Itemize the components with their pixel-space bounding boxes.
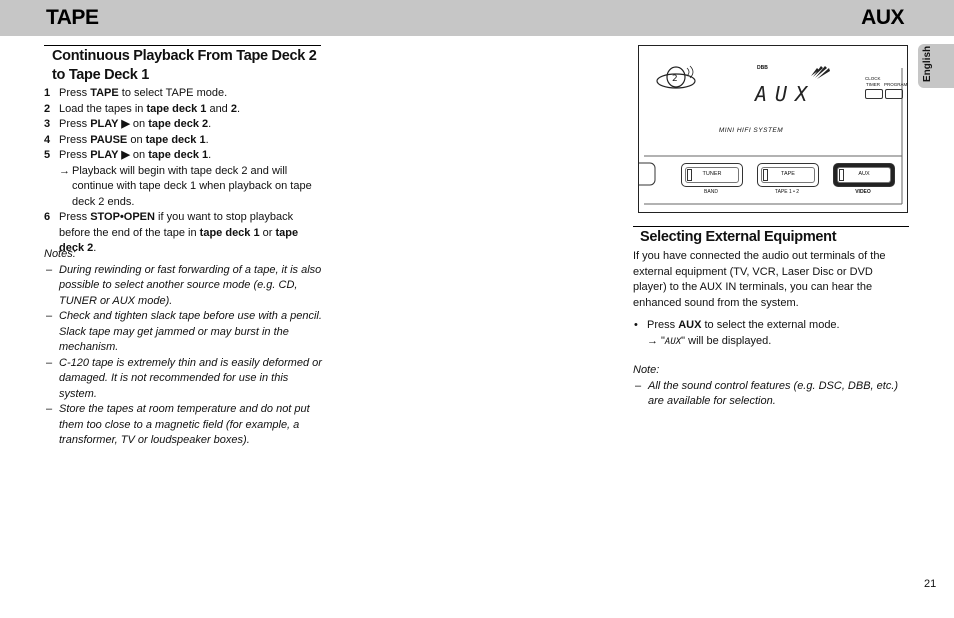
display-readout: AUX bbox=[755, 82, 816, 106]
device-illustration bbox=[638, 45, 908, 213]
cd-logo-icon bbox=[657, 66, 695, 88]
note-item: – Store the tapes at room temperature and do not put them too close to a magnetic field (for example, a transformer, TV or loudspeaker boxes). bbox=[46, 403, 310, 446]
right-page-title: AUX bbox=[861, 6, 904, 29]
step-1: 1 Press TAPE to select TAPE mode. bbox=[44, 87, 228, 99]
page-header bbox=[0, 0, 954, 36]
video-label: VIDEO bbox=[855, 189, 871, 195]
timer-label: TIMER bbox=[866, 82, 880, 87]
left-page-title: TAPE bbox=[46, 6, 99, 29]
tape-notes bbox=[44, 247, 324, 449]
language-tab bbox=[918, 44, 954, 88]
step-6: 6 Press STOP•OPEN if you want to stop playback before the end of the tape in tape deck 1 or tape deck 2. bbox=[44, 211, 299, 254]
aux-body bbox=[633, 249, 905, 350]
volume-indicator-icon bbox=[811, 66, 830, 79]
step-2: 2 Load the tapes in tape deck 1 and 2. bbox=[44, 102, 241, 115]
step-5: 5 Press PLAY ▶ on tape deck 1. bbox=[44, 149, 212, 161]
program-button[interactable] bbox=[885, 89, 903, 99]
clock-timer-button[interactable] bbox=[865, 89, 883, 99]
aux-bullet: • Press AUX to select the external mode. bbox=[634, 319, 840, 331]
tuner-button[interactable]: TUNER bbox=[681, 163, 743, 187]
page-number: 21 bbox=[924, 578, 937, 590]
step-3: 3 Press PLAY ▶ on tape deck 2. bbox=[44, 118, 212, 130]
section-rule-right bbox=[633, 226, 909, 227]
section-rule-left bbox=[44, 45, 321, 46]
aux-button[interactable]: AUX bbox=[833, 163, 895, 187]
tape-sub-label: TAPE 1 • 2 bbox=[774, 189, 800, 195]
tape-section-title: Continuous Playback From Tape Deck 2 to Tape Deck 1 bbox=[52, 48, 317, 83]
arrow-right-icon: → bbox=[59, 164, 70, 177]
note-item: – During rewinding or fast forwarding of a tape, it is also possible to select another source mode (e.g. CD, TUNER or AUX mode). bbox=[46, 263, 322, 307]
brand-label: MINI HIFI SYSTEM bbox=[718, 127, 784, 134]
aux-intro: If you have connected the audio out terminals of the external equipment (TV, VCR, Laser Disc or DVD player) to the AUX IN terminals, you can hear the enhanced sound from the system. bbox=[633, 250, 886, 309]
tape-steps bbox=[44, 86, 324, 257]
tape-button[interactable]: TAPE bbox=[757, 163, 819, 187]
arrow-right-icon: → bbox=[647, 334, 658, 347]
program-label: PROGRAM bbox=[884, 82, 908, 87]
aux-note-heading: Note: bbox=[633, 364, 660, 376]
notes-heading: Notes: bbox=[44, 248, 76, 260]
step-4: 4 Press PAUSE on tape deck 1. bbox=[44, 133, 209, 146]
clock-label: CLOCK bbox=[865, 76, 881, 81]
svg-text:2: 2 bbox=[672, 74, 678, 84]
dbb-indicator: DBB bbox=[757, 65, 768, 71]
band-label: BAND bbox=[704, 189, 718, 195]
note-item: – Check and tighten slack tape before use with a pencil. Slack tape may get jammed or may burst in the mechanism. bbox=[46, 310, 322, 353]
note-item: – C-120 tape is extremely thin and is easily deformed or damaged. It is not recommended for use in this system. bbox=[46, 356, 322, 400]
aux-note bbox=[633, 363, 905, 410]
language-label: English bbox=[922, 45, 933, 82]
note-item: – All the sound control features (e.g. DSC, DBB, etc.) are available for selection. bbox=[635, 379, 899, 407]
step-5-result: → Playback will begin with tape deck 2 and will continue with tape deck 1 when playback on tape deck 2 ends. bbox=[59, 164, 312, 208]
aux-section-title: Selecting External Equipment bbox=[640, 229, 837, 245]
aux-result: → "AUX" will be displayed. bbox=[633, 334, 905, 351]
